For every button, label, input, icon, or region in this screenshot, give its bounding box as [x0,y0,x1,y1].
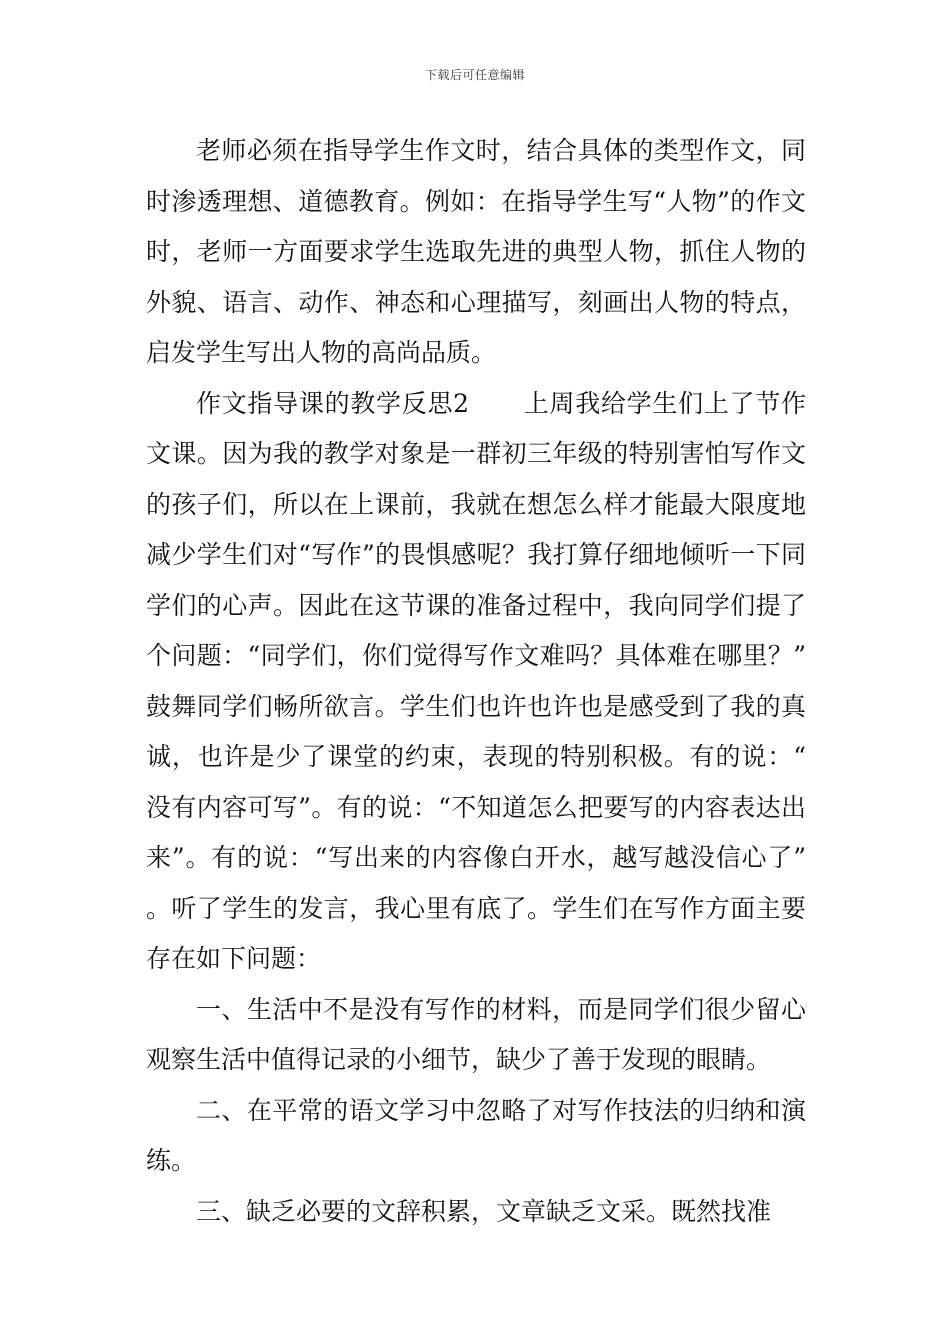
paragraph-5: 三、缺乏必要的文辞积累，文章缺乏文采。既然找准 [196,1196,772,1226]
section-title: 作文指导课的教学反思2 [196,388,470,418]
paragraph-1: 老师必须在指导学生作文时，结合具体的类型作文，同时渗透理想、道德教育。例如：在指导学生写“人物”的作文时，老师一方面要求学生选取先进的典型人物，抓住人物的外貌、语言、动作、神态和心理描写，刻画出人物的特点，启发学生写出人物的高尚品质。 [146,136,806,367]
document-body [146,126,806,1237]
paragraph-2 [146,379,806,985]
paragraph-2-body: 上周我给学生们上了节作文课。因为我的教学对象是一群初三年级的特别害怕写作文的孩子们，所以在上课前，我就在想怎么样才能最大限度地减少学生们对“写作”的畏惧感呢？我打算仔细地倾听一下同学们的心声。因此在这节课的准备过程中，我向同学们提了个问题：“同学们，你们觉得写作文难吗？具体难在哪里？”鼓舞同学们畅所欲言。学生们也许也许也是感受到了我的真诚，也许是少了课堂的约束，表现的特别积极。有的说：“没有内容可写”。有的说：“不知道怎么把要写的内容表达出来”。有的说：“写出来的内容像白开水，越写越没信心了”。听了学生的发言，我心里有底了。学生们在写作方面主要存在如下问题： [146,388,806,973]
paragraph-4: 二、在平常的语文学习中忽略了对写作技法的归纳和演练。 [146,1095,806,1175]
page-header: 下载后可任意编辑 [424,68,525,82]
paragraph-3: 一、生活中不是没有写作的材料，而是同学们很少留心观察生活中值得记录的小细节，缺少了善于发现的眼睛。 [146,994,806,1074]
